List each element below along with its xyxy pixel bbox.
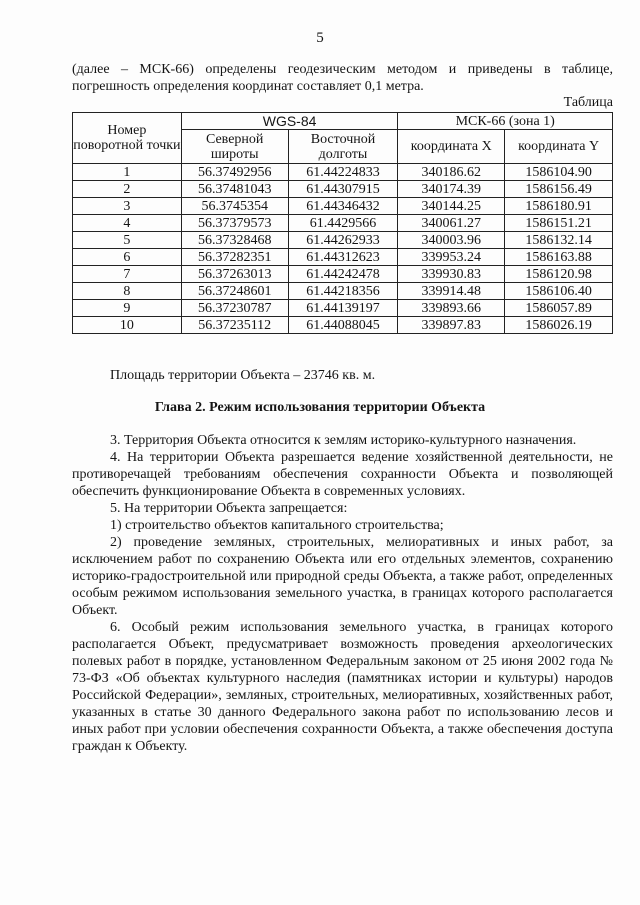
coordinates-table <box>72 112 613 334</box>
cell-point: 4 <box>73 215 182 232</box>
table-row <box>73 164 613 181</box>
cell-y: 1586156.49 <box>505 181 613 198</box>
cell-x: 340186.62 <box>398 164 505 181</box>
cell-point: 6 <box>73 249 182 266</box>
cell-point: 8 <box>73 283 182 300</box>
paragraph-5: 5. На территории Объекта запрещается: <box>110 501 348 516</box>
cell-lat: 56.37248601 <box>181 283 288 300</box>
cell-x: 339914.48 <box>398 283 505 300</box>
cell-lat: 56.37328468 <box>181 232 288 249</box>
cell-point: 2 <box>73 181 182 198</box>
cell-x: 340003.96 <box>398 232 505 249</box>
header-longitude: Восточной долготы <box>288 130 398 164</box>
cell-point: 9 <box>73 300 182 317</box>
paragraph-5-item-1: 1) строительство объектов капитального строительства; <box>110 518 444 533</box>
area-statement: Площадь территории Объекта – 23746 кв. м. <box>110 368 376 383</box>
paragraph-5-item-2: 2) проведение земляных, строительных, мелиоративных и иных работ, за исключением работ по сохранению Объекта или его отдельных элементов, сохранению историко-градостроительной или природной среды Объекта, а также работ, определенных особым режимом использования земельного участка, в границах которого располагается Объект. <box>72 535 613 618</box>
cell-x: 339897.83 <box>398 317 505 334</box>
chapter-body <box>72 432 613 755</box>
cell-x: 339893.66 <box>398 300 505 317</box>
cell-lat: 56.37492956 <box>181 164 288 181</box>
cell-x: 339930.83 <box>398 266 505 283</box>
cell-y: 1586151.21 <box>505 215 613 232</box>
cell-y: 1586180.91 <box>505 198 613 215</box>
cell-lat: 56.37230787 <box>181 300 288 317</box>
table-row <box>73 232 613 249</box>
table-row <box>73 317 613 334</box>
table-row <box>73 300 613 317</box>
table-caption: Таблица <box>563 95 613 110</box>
cell-point: 1 <box>73 164 182 181</box>
header-y: координата Y <box>505 130 613 164</box>
cell-lat: 56.37263013 <box>181 266 288 283</box>
cell-lon: 61.44307915 <box>288 181 398 198</box>
cell-point: 3 <box>73 198 182 215</box>
cell-lat: 56.37282351 <box>181 249 288 266</box>
cell-lat: 56.37235112 <box>181 317 288 334</box>
cell-y: 1586026.19 <box>505 317 613 334</box>
cell-lon: 61.44312623 <box>288 249 398 266</box>
paragraph-4: 4. На территории Объекта разрешается ведение хозяйственной деятельности, не противоречащей требованиям обеспечения сохранности Объекта и позволяющей обеспечить функционирование Объекта в современных условиях. <box>72 450 613 499</box>
header-point-number: Номер поворотной точки <box>73 113 182 164</box>
cell-lon: 61.44218356 <box>288 283 398 300</box>
cell-x: 340174.39 <box>398 181 505 198</box>
cell-y: 1586163.88 <box>505 249 613 266</box>
page-number: 5 <box>316 30 324 46</box>
header-wgs84: WGS-84 <box>181 113 398 130</box>
table-row <box>73 181 613 198</box>
header-msk66: МСК-66 (зона 1) <box>398 113 613 130</box>
cell-lat: 56.37481043 <box>181 181 288 198</box>
cell-y: 1586120.98 <box>505 266 613 283</box>
cell-lon: 61.44242478 <box>288 266 398 283</box>
header-x: координата X <box>398 130 505 164</box>
chapter-title: Глава 2. Режим использования территории Объекта <box>154 400 486 415</box>
table-row <box>73 266 613 283</box>
cell-x: 339953.24 <box>398 249 505 266</box>
cell-lon: 61.44224833 <box>288 164 398 181</box>
cell-lon: 61.44346432 <box>288 198 398 215</box>
paragraph-6: 6. Особый режим использования земельного участка, в границах которого располагается Объект, предусматривает возможность проведения археологических полевых работ в порядке, установленном Федеральным законом от 25 июня 2002 года № 73-ФЗ «Об объектах культурного наследия (памятниках истории и культуры) народов Российской Федерации», земляных, строительных, мелиоративных, хозяйственных работ, указанных в статье 30 данного Федерального закона работ по использованию лесов и иных работ при условии обеспечения сохранности Объекта, а также обеспечения доступа граждан к Объекту. <box>72 620 613 754</box>
paragraph-3: 3. Территория Объекта относится к землям историко-культурного назначения. <box>110 433 577 448</box>
cell-lon: 61.44262933 <box>288 232 398 249</box>
header-latitude: Северной широты <box>181 130 288 164</box>
table-row <box>73 215 613 232</box>
cell-y: 1586104.90 <box>505 164 613 181</box>
table-row <box>73 283 613 300</box>
intro-paragraph: (далее – МСК-66) определены геодезическим методом и приведены в таблице, погрешность определения координат составляет 0,1 метра. <box>72 62 613 94</box>
cell-lat: 56.37379573 <box>181 215 288 232</box>
table-row <box>73 249 613 266</box>
cell-y: 1586106.40 <box>505 283 613 300</box>
cell-point: 10 <box>73 317 182 334</box>
cell-lon: 61.44088045 <box>288 317 398 334</box>
cell-y: 1586132.14 <box>505 232 613 249</box>
cell-point: 5 <box>73 232 182 249</box>
cell-x: 340144.25 <box>398 198 505 215</box>
cell-x: 340061.27 <box>398 215 505 232</box>
cell-lon: 61.4429566 <box>288 215 398 232</box>
cell-lon: 61.44139197 <box>288 300 398 317</box>
cell-point: 7 <box>73 266 182 283</box>
cell-y: 1586057.89 <box>505 300 613 317</box>
cell-lat: 56.3745354 <box>181 198 288 215</box>
table-row <box>73 198 613 215</box>
